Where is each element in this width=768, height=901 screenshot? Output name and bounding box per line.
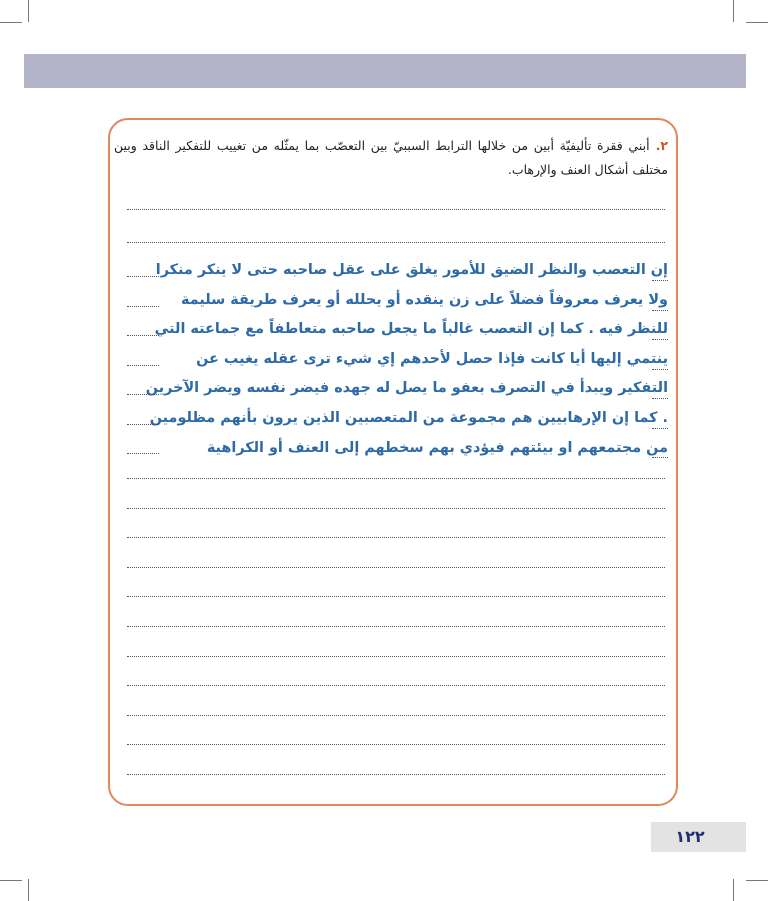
dotted-writing-line [127, 626, 665, 627]
crop-mark [28, 879, 29, 901]
dotted-writing-line [127, 656, 665, 657]
dotted-writing-line [127, 453, 159, 454]
dotted-writing-line [127, 365, 159, 366]
dotted-writing-line [127, 209, 665, 210]
dotted-writing-line [127, 744, 665, 745]
dotted-writing-line [127, 537, 665, 538]
dotted-writing-line [127, 335, 159, 336]
dotted-writing-line [652, 398, 668, 399]
crop-mark [746, 22, 768, 23]
question-text: أبني فقرة تأليفيّة أبين من خلالها الترابط السببيّ بين التعصّب بما يمثّله من تغييب للتفكير الناقد وبين مختلف أشكال العنف والإرهاب. [114, 138, 668, 177]
answer-line: ينتمي إليها أيا كانت فإذا حصل لأحدهم إي شيء ترى عقله يغيب عن [196, 350, 668, 367]
dotted-writing-line [127, 715, 665, 716]
dotted-writing-line [127, 478, 665, 479]
dotted-writing-line [127, 276, 159, 277]
crop-mark [0, 22, 22, 23]
dotted-writing-line [127, 567, 665, 568]
dotted-writing-line [127, 508, 665, 509]
dotted-writing-line [127, 306, 159, 307]
page-number: ١٢٢ [675, 827, 705, 846]
crop-mark [733, 0, 734, 22]
crop-mark [0, 880, 22, 881]
dotted-writing-line [652, 280, 668, 281]
dotted-writing-line [127, 424, 159, 425]
answer-line: من مجتمعهم او بيئتهم فيؤدي بهم سخطهم إلى العنف أو الكراهية [206, 439, 668, 456]
dotted-writing-line [652, 428, 668, 429]
handwritten-answer [145, 256, 668, 463]
header-band [24, 54, 746, 88]
dotted-writing-line [127, 242, 665, 243]
answer-line: للنظر فيه . كما إن التعصب غالباً ما يجعل صاحبه متعاطفاً مع جماعته التي [154, 321, 668, 338]
dotted-writing-line [652, 369, 668, 370]
question-number-separator: . [649, 138, 661, 153]
dotted-writing-line [652, 310, 668, 311]
crop-mark [733, 879, 734, 901]
crop-mark [746, 880, 768, 881]
dotted-writing-line [652, 339, 668, 340]
crop-mark [28, 0, 29, 22]
question-number: ٢ [660, 138, 668, 153]
dotted-writing-line [127, 774, 665, 775]
dotted-writing-line [127, 685, 665, 686]
answer-line: . كما إن الإرهابيين هم مجموعة من المتعصبين الذين يرون بأنهم مظلومين [149, 409, 668, 426]
dotted-writing-line [127, 596, 665, 597]
dotted-writing-line [127, 394, 159, 395]
dotted-writing-line [652, 457, 668, 458]
answer-line: إن التعصب والنظر الضيق للأمور يغلق على عقل صاحبه حتى لا ينكر منكرا [155, 262, 668, 278]
answer-line: ولا يعرف معروفاً فضلاً على زن ينقده أو يحلله أو يعرف طريقة سليمة [180, 291, 668, 308]
answer-line: التفكير ويبدأ في التصرف بعفو ما يصل له جهده فيضر نفسه ويضر الآخرين [145, 380, 668, 397]
exercise-question [114, 134, 668, 182]
